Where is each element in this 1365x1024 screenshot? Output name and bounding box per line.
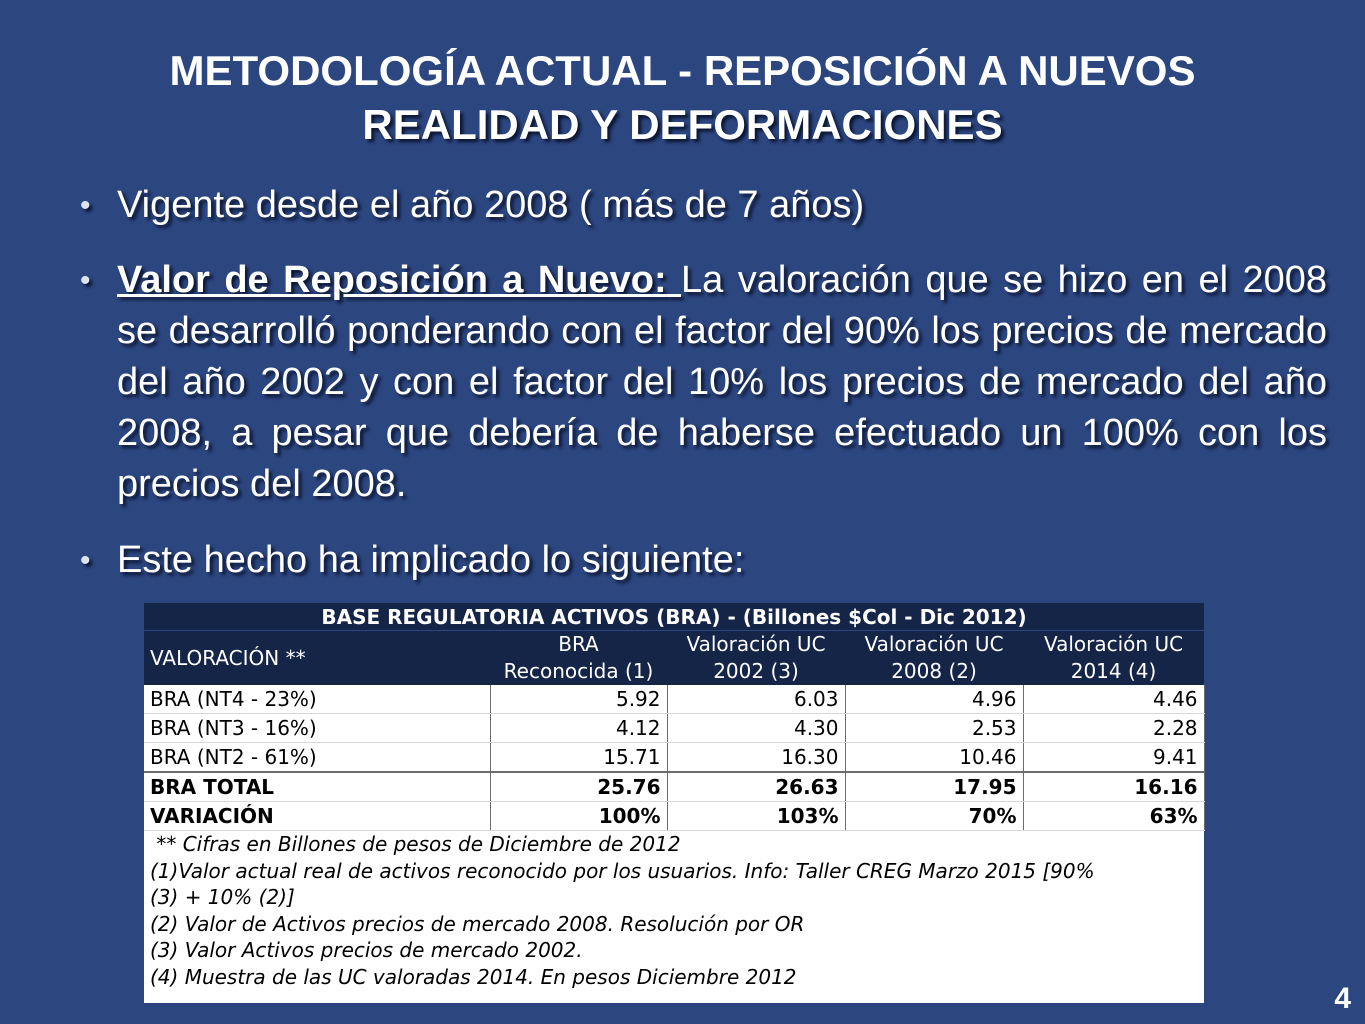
table-cell: 9.41 bbox=[1023, 743, 1204, 773]
bullet-text: Vigente desde el año 2008 ( más de 7 años) bbox=[117, 184, 865, 226]
bullet-item-hecho bbox=[80, 535, 744, 586]
table-cell: BRA (NT2 - 61%) bbox=[144, 743, 490, 773]
table-cell: BRA (NT3 - 16%) bbox=[144, 714, 490, 743]
header-cell: Valoración UC 2002 (3) bbox=[667, 631, 845, 686]
title-line-1: METODOLOGÍA ACTUAL - REPOSICIÓN A NUEVOS bbox=[169, 47, 1196, 94]
table-cell: 16.16 bbox=[1023, 772, 1204, 802]
bullet-marker: • bbox=[80, 189, 91, 222]
table-cell: 2.53 bbox=[845, 714, 1023, 743]
bullet-marker: • bbox=[80, 544, 91, 577]
bullet-lead-space bbox=[667, 259, 681, 301]
table-variation-row bbox=[144, 802, 1204, 831]
footnote: (1)Valor actual real de activos reconocido por los usuarios. Info: Taller CREG Marzo 2015 [90% bbox=[150, 858, 1095, 883]
slide-title bbox=[0, 44, 1365, 152]
table-cell: 26.63 bbox=[667, 772, 845, 802]
table-footnotes bbox=[144, 831, 1204, 1003]
table-cell: 25.76 bbox=[490, 772, 667, 802]
footnote: ** Cifras en Billones de pesos de Diciembre de 2012 bbox=[150, 832, 681, 856]
footnote: (3) + 10% (2)] bbox=[150, 885, 295, 910]
table-cell: 63% bbox=[1023, 802, 1204, 831]
table-cell: 6.03 bbox=[667, 685, 845, 714]
table-cell: 2.28 bbox=[1023, 714, 1204, 743]
table-cell: 10.46 bbox=[845, 743, 1023, 773]
table-cell: VARIACIÓN bbox=[144, 802, 490, 831]
table-cell: 70% bbox=[845, 802, 1023, 831]
bra-table-figure bbox=[144, 603, 1204, 1003]
bullet-item-valor-reposicion bbox=[80, 255, 1327, 510]
header-cell: Valoración UC 2008 (2) bbox=[845, 631, 1023, 686]
table-row bbox=[144, 743, 1204, 773]
header-cell: BRA Reconocida (1) bbox=[490, 631, 667, 686]
bullet-item-vigente bbox=[80, 180, 864, 231]
bullet-lead: Valor de Reposición a Nuevo: bbox=[117, 259, 667, 301]
table-cell: 4.96 bbox=[845, 685, 1023, 714]
table-cell: 4.12 bbox=[490, 714, 667, 743]
footnote: (3) Valor Activos precios de mercado 2002. bbox=[150, 938, 583, 963]
table-cell: 5.92 bbox=[490, 685, 667, 714]
table-cell: BRA (NT4 - 23%) bbox=[144, 685, 490, 714]
footnote: (4) Muestra de las UC valoradas 2014. En pesos Diciembre 2012 bbox=[150, 964, 797, 989]
page-number: 4 bbox=[1334, 982, 1351, 1015]
bullet-marker: • bbox=[80, 264, 91, 297]
header-cell: Valoración UC 2014 (4) bbox=[1023, 631, 1204, 686]
table-caption-row bbox=[144, 603, 1204, 631]
table-header-row bbox=[144, 631, 1204, 686]
table-caption: BASE REGULATORIA ACTIVOS (BRA) - (Billones $Col - Dic 2012) bbox=[144, 603, 1204, 631]
header-cell: VALORACIÓN ** bbox=[144, 631, 490, 686]
title-line-2: REALIDAD Y DEFORMACIONES bbox=[362, 101, 1003, 148]
table-cell: 103% bbox=[667, 802, 845, 831]
table-cell: 16.30 bbox=[667, 743, 845, 773]
table-cell: 17.95 bbox=[845, 772, 1023, 802]
bullet-text: La valoración que se hizo en el 2008 se desarrolló ponderando con el factor del 90% los precios de mercado del año 2002 y con el factor del 10% los precios de mercado del año 2008, a pesar que debería de haberse efectuado un 100% con los precios del 2008. bbox=[117, 259, 1327, 505]
table-cell: BRA TOTAL bbox=[144, 772, 490, 802]
table-cell: 15.71 bbox=[490, 743, 667, 773]
footnote: (2) Valor de Activos precios de mercado 2008. Resolución por OR bbox=[150, 911, 805, 936]
table-row bbox=[144, 714, 1204, 743]
table-cell: 4.30 bbox=[667, 714, 845, 743]
table-total-row bbox=[144, 772, 1204, 802]
table-row bbox=[144, 685, 1204, 714]
table-cell: 4.46 bbox=[1023, 685, 1204, 714]
bullet-text: Este hecho ha implicado lo siguiente: bbox=[117, 539, 745, 581]
bra-table bbox=[144, 603, 1205, 831]
table-cell: 100% bbox=[490, 802, 667, 831]
